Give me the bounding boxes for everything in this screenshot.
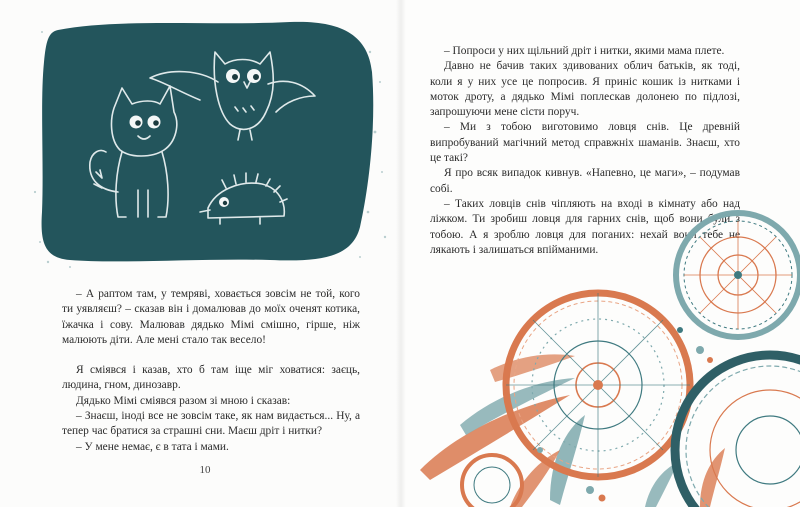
left-page-text [62, 287, 360, 455]
paragraph-gap [62, 348, 360, 363]
paragraph: – Таких ловців снів чіпляють на вході в кімнату або над ліжком. Ти зробиш ловця для гарних снів, щоб вони були з тобою. А я зроблю ловця для поганих: нехай вони тебе не лякають і залишаться впійманими. [430, 197, 740, 256]
dreamcatchers-illustration [400, 180, 800, 507]
dreamcatcher-small [462, 455, 522, 507]
paragraph: Я сміявся і казав, хто б там іще міг ховатися: заєць, людина, гном, динозавр. [62, 364, 360, 392]
dreamcatcher-large [506, 293, 690, 477]
paragraph: – А раптом там, у темряві, ховається зовсім не той, кого ти уявляєш? – сказав він і домалював до моїх оченят котика, їжачка і сову. Малював дядько Мімі смішно, гірше, ніж малюють діти. Але мені стало так весело! [62, 288, 360, 346]
dreamcatcher-bottom-right [675, 355, 800, 507]
paragraph: – Ми з тобою виготовимо ловця снів. Це древній випробуваний магічний метод справжніх шаманів. Знаєш, хто це такі? [430, 121, 740, 165]
paragraph: – Знаєш, іноді все не зовсім таке, як нам видається... Ну, а тепер час братися за страшні сни. Маєш дріт і нитки? [62, 410, 360, 438]
paragraph: – Попроси у них щільний дріт і нитки, якими мама плете. [444, 45, 725, 57]
paragraph: Давно не бачив таких здивованих облич батьків, як тоді, коли я у них усе це попросив. Я приніс кошик із нитками і моток дроту, а дядько Мімі поплескав долонею по підлозі, запрошуючи мене сісти поруч. [430, 60, 740, 119]
teal-blob-background [42, 22, 374, 262]
chalk-drawing-illustration [30, 12, 390, 274]
paragraph: – У мене немає, є в тата і мами. [76, 440, 229, 453]
page-number: 10 [199, 464, 211, 476]
dreamcatcher-top-right [676, 213, 800, 337]
paragraph: Я про всяк випадок кивнув. «Напевно, це маги», – подумав собі. [430, 167, 740, 195]
paragraph: Дядько Мімі сміявся разом зі мною і сказав: [76, 394, 291, 407]
